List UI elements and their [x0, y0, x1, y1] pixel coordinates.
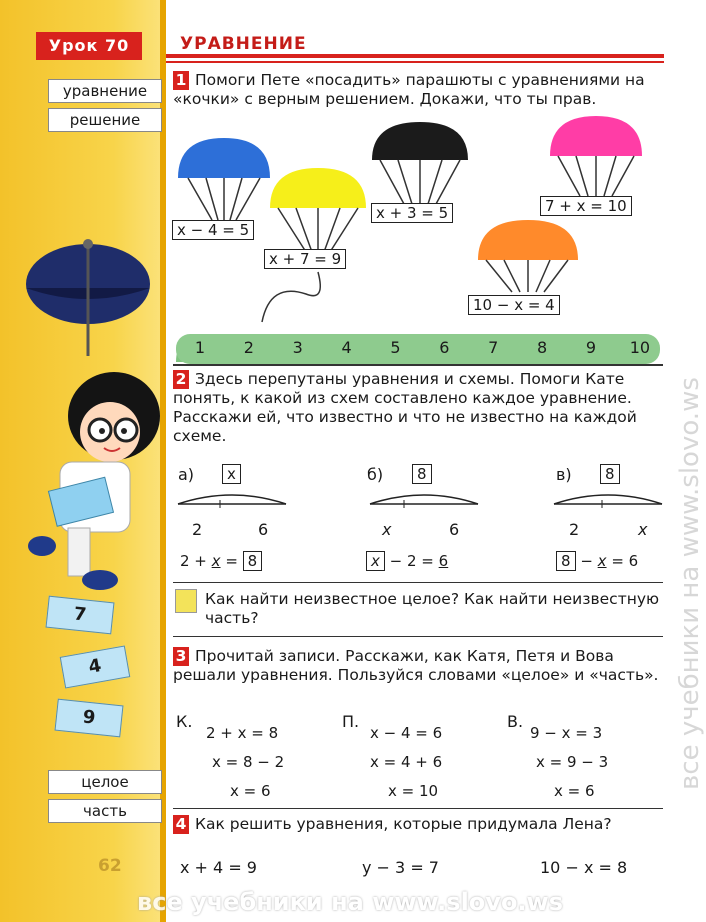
title-rule-thin	[166, 61, 664, 63]
number-card-4: 4	[60, 646, 131, 689]
bump-8: 8	[537, 338, 548, 357]
solver-v: В.	[507, 712, 524, 731]
number-card-7: 7	[46, 596, 115, 635]
vocab-term-solution: решение	[48, 108, 162, 132]
task-4	[173, 815, 663, 834]
eq-part: =	[220, 552, 243, 570]
vocab-term-equation: уравнение	[48, 79, 162, 103]
solution-k-1: 2 + x = 8	[206, 724, 279, 742]
scheme-eq-a	[180, 552, 262, 570]
task-number: 4	[173, 815, 189, 834]
vocab-term-whole: целое	[48, 770, 162, 794]
parachute-pink	[550, 116, 642, 196]
eq-part: −	[575, 552, 598, 570]
task-3	[173, 647, 663, 685]
eq-part: 2 +	[180, 552, 212, 570]
scheme-top-c: 8	[600, 464, 620, 484]
eq-part: x	[211, 552, 221, 570]
bump-4: 4	[341, 338, 352, 357]
bumps	[178, 338, 662, 362]
scheme-label-b: б)	[367, 465, 384, 484]
bump-5: 5	[390, 338, 401, 357]
eq-part: = 6	[606, 552, 639, 570]
title-rule	[166, 54, 664, 58]
solver-k: К.	[176, 712, 193, 731]
scheme-left-a: 2	[192, 520, 203, 539]
equation-card-3: x + 3 = 5	[371, 203, 453, 223]
scheme-eq-c	[556, 552, 638, 570]
parachute-yellow	[262, 168, 366, 322]
hint-icon	[175, 589, 197, 613]
equation-card-2: x + 7 = 9	[264, 249, 346, 269]
divider-2	[173, 582, 663, 583]
page-number: 62	[98, 856, 122, 876]
solution-v-3: x = 6	[554, 782, 595, 800]
lena-eq-3: 10 − x = 8	[540, 858, 628, 877]
eq-part: 6	[438, 552, 449, 570]
scheme-right-b: 6	[449, 520, 460, 539]
page-title: УРАВНЕНИЕ	[180, 34, 307, 54]
bump-1: 1	[194, 338, 206, 357]
solution-v-1: 9 − x = 3	[530, 724, 603, 742]
lena-eq-2: y − 3 = 7	[362, 858, 439, 877]
lena-eq-1: x + 4 = 9	[180, 858, 257, 877]
divider-4	[173, 808, 663, 809]
divider-3	[173, 636, 663, 637]
side-watermark-text: все учебники на www.slovo.ws	[675, 377, 705, 790]
bump-2: 2	[243, 338, 254, 357]
parachute-black	[372, 122, 468, 204]
solver-p: П.	[342, 712, 360, 731]
solution-p-1: x − 4 = 6	[370, 724, 443, 742]
eq-part: x	[597, 552, 607, 570]
bump-7: 7	[488, 338, 499, 357]
equation-card-5: 10 − x = 4	[468, 295, 560, 315]
task-text: Здесь перепутаны уравнения и схемы. Помоги Кате понять, к какой из схем составлено каждое уравнение. Расскажи ей, что известно и что не известно на каждой схеме.	[173, 370, 637, 445]
scheme-top-a: x	[222, 464, 241, 484]
solution-p-2: x = 4 + 6	[370, 753, 443, 771]
task-number: 2	[173, 370, 189, 389]
equation-card-1: x − 4 = 5	[172, 220, 254, 240]
solution-k-3: x = 6	[230, 782, 271, 800]
scheme-left-b: x	[382, 520, 392, 539]
eq-part: 8	[556, 551, 576, 571]
solution-k-2: x = 8 − 2	[212, 753, 285, 771]
scheme-label-a: а)	[178, 465, 195, 484]
footer-watermark: все учебники на www.slovo.ws	[137, 888, 563, 916]
bump-10: 10	[629, 338, 651, 357]
eq-part: 8	[243, 551, 263, 571]
scheme-arcs	[170, 488, 666, 518]
scheme-right-c: x	[638, 520, 648, 539]
solution-v-2: x = 9 − 3	[536, 753, 609, 771]
scheme-top-b: 8	[412, 464, 432, 484]
divider-1	[173, 364, 663, 366]
task-2	[173, 370, 663, 446]
equation-card-4: 7 + x = 10	[540, 196, 632, 216]
scheme-left-c: 2	[569, 520, 580, 539]
boy-illustration	[20, 236, 180, 596]
parachute-blue	[178, 138, 270, 220]
number-card-9: 9	[55, 699, 124, 738]
scheme-eq-b	[366, 552, 448, 570]
solution-p-3: x = 10	[388, 782, 439, 800]
task-text: Помоги Пете «посадить» парашюты с уравнениями на «кочки» с верным решением. Докажи, что ты прав.	[173, 71, 645, 108]
task-number: 1	[173, 71, 189, 90]
task-number: 3	[173, 647, 189, 666]
eq-part: x	[366, 551, 385, 571]
parachute-orange	[478, 220, 578, 292]
bump-3: 3	[292, 338, 303, 357]
vocab-term-part: часть	[48, 799, 162, 823]
hint-text: Как найти неизвестное целое? Как найти неизвестную часть?	[205, 590, 660, 627]
eq-part: − 2 =	[384, 552, 439, 570]
task-text: Как решить уравнения, которые придумала Лена?	[195, 815, 612, 833]
bump-6: 6	[439, 338, 450, 357]
task-1	[173, 71, 663, 109]
lesson-tag: Урок 70	[36, 32, 142, 60]
bump-9: 9	[585, 338, 597, 357]
side-watermark	[676, 100, 706, 800]
scheme-label-c: в)	[556, 465, 572, 484]
scheme-right-a: 6	[258, 520, 269, 539]
task-text: Прочитай записи. Расскажи, как Катя, Петя и Вова решали уравнения. Пользуйся словами «целое» и «часть».	[173, 647, 659, 684]
